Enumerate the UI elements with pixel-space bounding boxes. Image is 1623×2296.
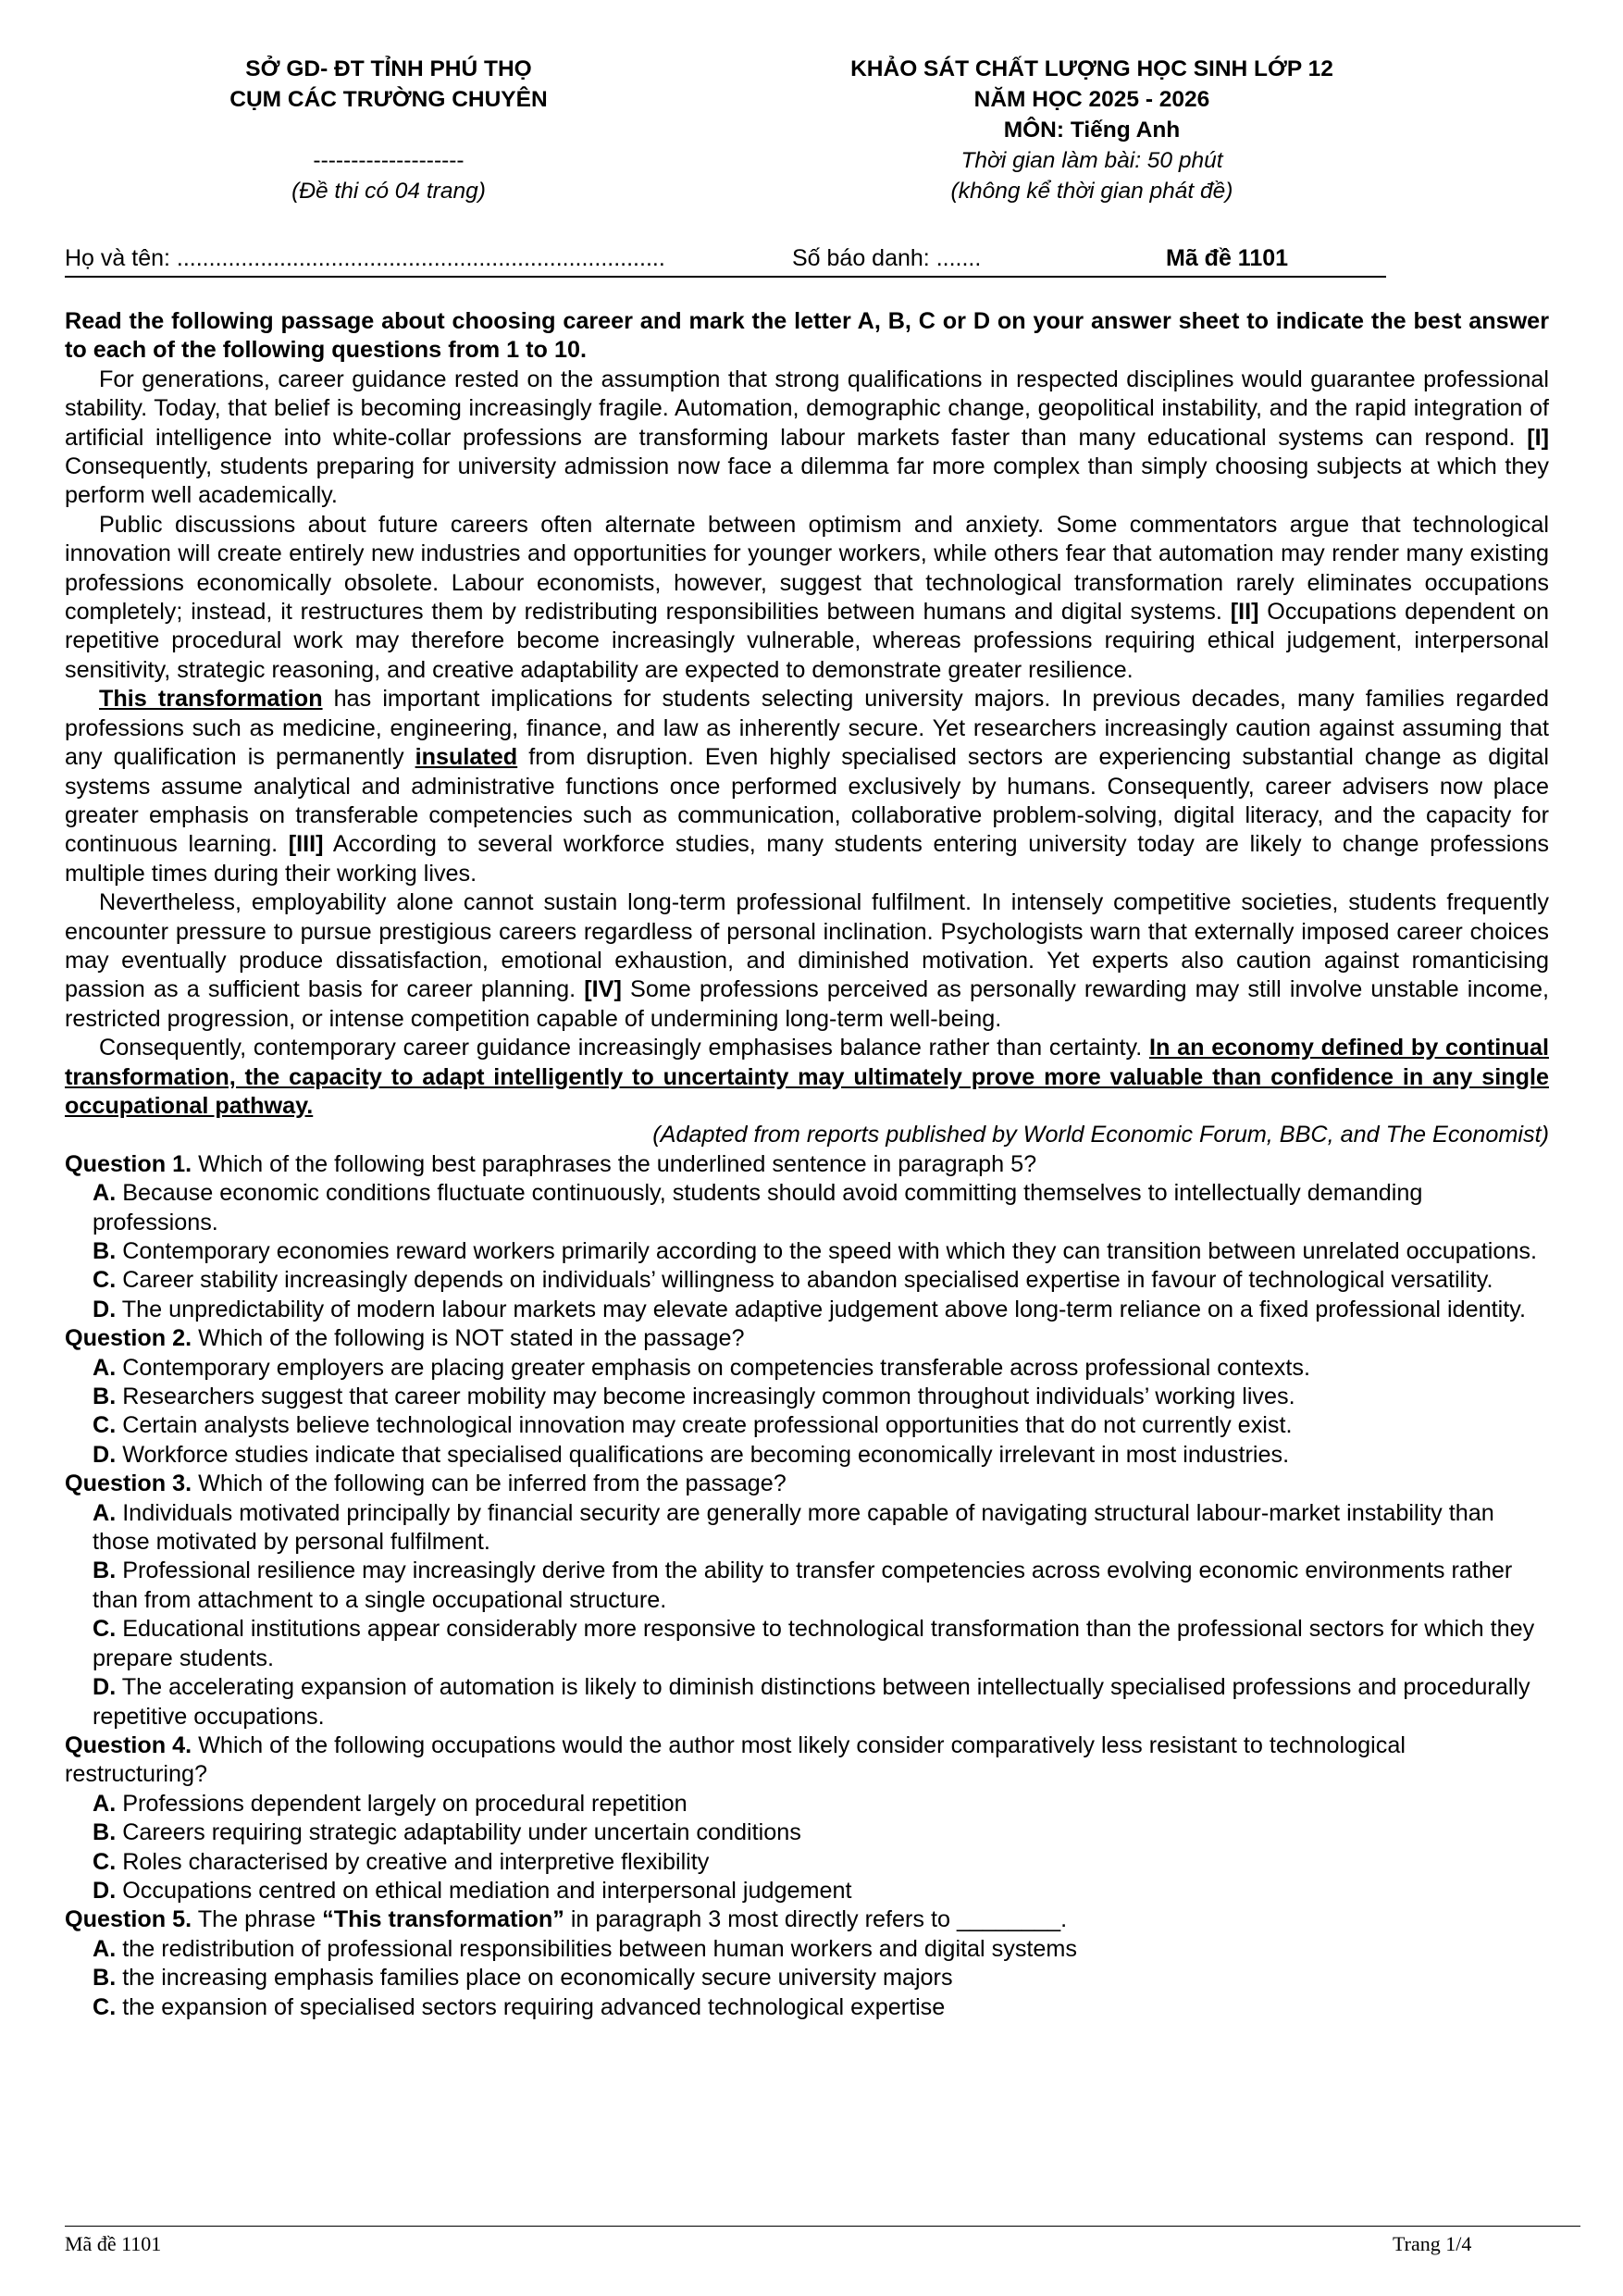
time-limit: Thời gian làm bài: 50 phút: [960, 148, 1223, 173]
underlined-sentence: In an economy defined by continual transformation, the capacity to adapt intelligently to uncertainty may ultimately prove more valuable than confidence in any single occupational pathway.: [65, 1035, 1549, 1119]
question-4-option[interactable]: D. Occupations centred on ethical mediation and interpersonal judgement: [93, 1877, 852, 1904]
passage-paragraph-2: Public discussions about future careers often alternate between optimism and anxiety. Some commentators argue that technological innovation will create entirely new industries and opportunities for younger workers, while others fear that automation may render many existing professions economically obsolete. Labour economists, however, suggest that technological transformation rarely eliminates occupations completely; instead, it restructures them by redistributing responsibilities between humans and digital systems. [II] Occupations dependent on repetitive procedural work may therefore become increasingly vulnerable, whereas professions requiring ethical judgement, interpersonal sensitivity, strategic reasoning, and creative adaptability are expected to demonstrate greater resilience.: [65, 511, 1549, 683]
department-name: SỞ GD- ĐT TỈNH PHÚ THỌ: [245, 56, 532, 81]
underlined-word: insulated: [415, 744, 518, 771]
question-1-option[interactable]: C. Career stability increasingly depends on individuals’ willingness to abandon specialised expertise in favour of technological versatility.: [93, 1267, 1493, 1294]
candidate-info-row: [65, 242, 1386, 278]
underlined-phrase: This transformation: [99, 686, 323, 713]
question-2-option[interactable]: A. Contemporary employers are placing greater emphasis on competencies transferable across professional contexts.: [93, 1354, 1310, 1381]
question-5-option[interactable]: A. the redistribution of professional responsibilities between human workers and digital systems: [93, 1935, 1078, 1962]
question-3-option[interactable]: D. The accelerating expansion of automation is likely to diminish distinctions between intellectually specialised professions and procedurally repetitive occupations.: [93, 1674, 1530, 1730]
question-5-option[interactable]: C. the expansion of specialised sectors requiring advanced technological expertise: [93, 1993, 946, 2020]
footer-divider: [65, 2226, 1580, 2227]
question-2-option[interactable]: B. Researchers suggest that career mobility may become increasingly common throughout individuals’ working lives.: [93, 1384, 1295, 1410]
question-4: [65, 1731, 1549, 1905]
question-2-stem: Question 2. Which of the following is NOT stated in the passage?: [65, 1325, 745, 1352]
passage-source: (Adapted from reports published by World Economic Forum, BBC, and The Economist): [652, 1122, 1549, 1148]
marker-IV: [IV]: [584, 976, 622, 1003]
question-3-option[interactable]: B. Professional resilience may increasingly derive from the ability to transfer competencies across evolving economic environments rather than from attachment to a single occupational structure.: [93, 1558, 1513, 1613]
time-note: (không kể thời gian phát đề): [950, 179, 1233, 204]
question-2-option[interactable]: D. Workforce studies indicate that specialised qualifications are becoming economically irrelevant in most industries.: [93, 1441, 1290, 1468]
passage-paragraph-4: Nevertheless, employability alone cannot sustain long-term professional fulfilment. In intensely competitive societies, students frequently encounter pressure to pursue prestigious careers regardless of personal inclination. Psychologists warn that externally imposed career choices may eventually produce dissatisfaction, emotional exhaustion, and diminished motivation. Yet experts also caution against romanticising passion as a sufficient basis for career planning. [IV] Some professions perceived as personally rewarding may still involve unstable income, restricted progression, or intense competition capable of undermining long-term well-being.: [65, 889, 1549, 1032]
marker-II: [II]: [1230, 599, 1259, 626]
exam-content: [65, 307, 1549, 2022]
marker-III: [III]: [288, 831, 324, 858]
question-5-option[interactable]: B. the increasing emphasis families place on economically secure university majors: [93, 1965, 953, 1992]
question-2: [65, 1324, 1549, 1470]
question-1-option[interactable]: B. Contemporary economies reward workers primarily according to the speed with which they can transition between unrelated occupations.: [93, 1238, 1537, 1264]
marker-I: [I]: [1527, 424, 1549, 451]
question-1: [65, 1150, 1549, 1324]
question-3: [65, 1470, 1549, 1731]
question-3-option[interactable]: C. Educational institutions appear considerably more responsive to technological transformation than the professional sectors for which they prepare students.: [93, 1616, 1535, 1671]
page-number: Trang 1/4: [1393, 2232, 1472, 2255]
instruction: Read the following passage about choosing career and mark the letter A, B, C or D on your answer sheet to indicate the best answer to each of the following questions from 1 to 10.: [65, 308, 1549, 364]
header-divider: --------------------: [313, 148, 465, 173]
school-cluster-name: CỤM CÁC TRƯỜNG CHUYÊN: [229, 87, 548, 112]
question-4-stem: Question 4. Which of the following occupations would the author most likely consider comparatively less resistant to technological restructuring?: [65, 1731, 1406, 1788]
candidate-name-field: Họ và tên: ............................................................................: [65, 245, 665, 271]
question-5: [65, 1905, 1549, 2022]
passage-paragraph-5: Consequently, contemporary career guidance increasingly emphasises balance rather than certainty. In an economy defined by continual transformation, the capacity to adapt intelligently to uncertainty may ultimately prove more valuable than confidence in any single occupational pathway.: [65, 1035, 1549, 1119]
passage-paragraph-1: For generations, career guidance rested on the assumption that strong qualifications in respected disciplines would guarantee professional stability. Today, that belief is becoming increasingly fragile. Automation, demographic change, geopolitical instability, and the rapid integration of artificial intelligence into white-collar professions are transforming labour markets faster than many educational systems can respond. [I] Consequently, students preparing for university admission now face a dilemma far more complex than simply choosing subjects at which they perform well academically.: [65, 366, 1549, 509]
school-header: [65, 54, 712, 206]
question-1-option[interactable]: D. The unpredictability of modern labour markets may elevate adaptive judgement above long-term reliance on a fixed professional identity.: [93, 1296, 1526, 1322]
question-1-stem: Question 1. Which of the following best paraphrases the underlined sentence in paragraph 5?: [65, 1150, 1037, 1177]
question-3-stem: Question 3. Which of the following can be inferred from the passage?: [65, 1471, 787, 1497]
question-3-option[interactable]: A. Individuals motivated principally by financial security are generally more capable of navigating structural labour-market instability than those motivated by personal fulfilment.: [93, 1499, 1494, 1556]
question-2-option[interactable]: C. Certain analysts believe technological innovation may create professional opportunities that do not currently exist.: [93, 1412, 1293, 1439]
question-4-option[interactable]: A. Professions dependent largely on procedural repetition: [93, 1790, 688, 1817]
subject: MÔN: Tiếng Anh: [1003, 118, 1181, 143]
candidate-number-field: Số báo danh: .......: [792, 245, 982, 271]
footer-exam-code: Mã đề 1101: [65, 2232, 162, 2255]
question-5-stem: Question 5. The phrase “This transformation” in paragraph 3 most directly refers to ________.: [65, 1906, 1068, 1933]
question-4-option[interactable]: B. Careers requiring strategic adaptability under uncertain conditions: [93, 1819, 801, 1846]
question-1-option[interactable]: A. Because economic conditions fluctuate continuously, students should avoid committing themselves to intellectually demanding professions.: [93, 1180, 1423, 1235]
question-list: [65, 1150, 1549, 1906]
exam-title: KHẢO SÁT CHẤT LƯỢNG HỌC SINH LỚP 12: [850, 56, 1333, 81]
question-4-option[interactable]: C. Roles characterised by creative and interpretive flexibility: [93, 1848, 710, 1875]
exam-code: Mã đề 1101: [1166, 245, 1289, 271]
exam-header: [768, 54, 1416, 206]
school-year: NĂM HỌC 2025 - 2026: [973, 87, 1210, 112]
page-count-note: (Đề thi có 04 trang): [291, 179, 486, 204]
passage-paragraph-3: This transformation has important implications for students selecting university majors. In previous decades, many families regarded professions such as medicine, engineering, finance, and law as inherently secure. Yet researchers increasingly caution against assuming that any qualification is permanently insulated from disruption. Even highly specialised sectors are experiencing substantial change as digital systems assume analytical and administrative functions once performed exclusively by humans. Consequently, career advisers now place greater emphasis on transferable competencies such as communication, collaborative problem-solving, digital literacy, and the capacity for continuous learning. [III] According to several workforce studies, many students entering university today are likely to change professions multiple times during their working lives.: [65, 686, 1550, 887]
